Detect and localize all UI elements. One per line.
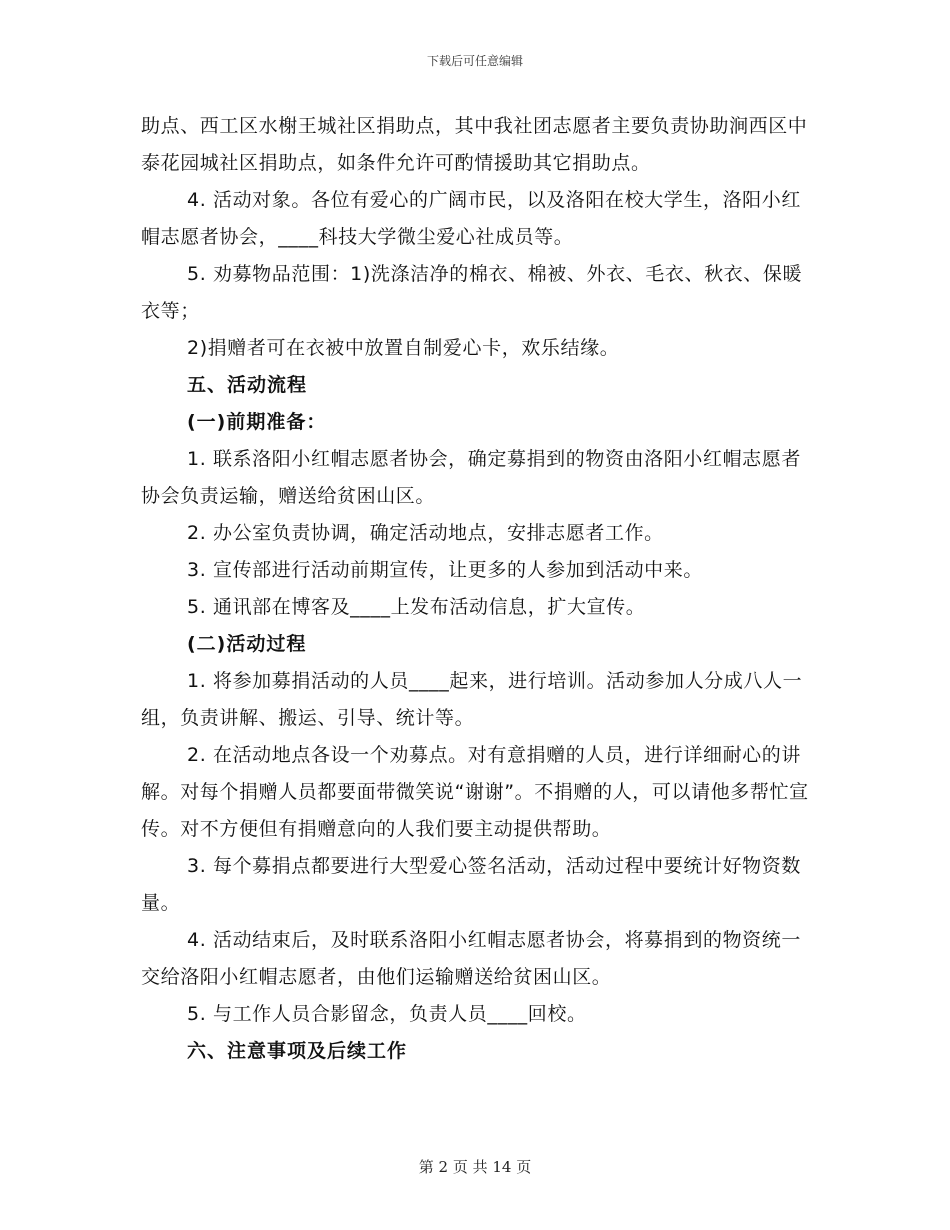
paragraph-activity-5: 5. 与工作人员合影留念，负责人员____回校。 xyxy=(187,1003,587,1025)
paragraph-activity-1: 1. 将参加募捐活动的人员____起来，进行培训。活动参加人分成八人一组，负责讲解、搬运、引导、统计等。 xyxy=(141,670,803,729)
paragraph-prep-2: 2. 办公室负责协调，确定活动地点，安排志愿者工作。 xyxy=(187,522,664,544)
subsection-heading-activity: (二)活动过程 xyxy=(187,633,307,655)
page-footer: 第 2 页 共 14 页 xyxy=(418,1158,532,1176)
page-header: 下载后可任意编辑 xyxy=(426,54,523,68)
paragraph-item-scope: 5. 劝募物品范围：1)洗涤洁净的棉衣、棉被、外衣、毛衣、秋衣、保暖衣等； xyxy=(141,263,803,322)
paragraph-donation-points: 助点、西工区水榭王城社区捐助点，其中我社团志愿者主要负责协助涧西区中泰花园城社区捐助点，如条件允许可酌情援助其它捐助点。 xyxy=(141,115,808,174)
subsection-heading-preparation: (一)前期准备： xyxy=(187,411,327,433)
section-heading-notes: 六、注意事项及后续工作 xyxy=(187,1040,408,1062)
paragraph-prep-3: 3. 宣传部进行活动前期宣传，让更多的人参加到活动中来。 xyxy=(187,559,703,581)
paragraph-love-card: 2)捐赠者可在衣被中放置自制爱心卡，欢乐结缘。 xyxy=(187,337,620,359)
paragraph-activity-4: 4. 活动结束后，及时联系洛阳小红帽志愿者协会，将募捐到的物资统一交给洛阳小红帽志愿者，由他们运输赠送给贫困山区。 xyxy=(141,929,801,988)
section-heading-process: 五、活动流程 xyxy=(187,374,308,396)
paragraph-target-audience: 4. 活动对象。各位有爱心的广阔市民，以及洛阳在校大学生，洛阳小红帽志愿者协会，____科技大学微尘爱心社成员等。 xyxy=(141,189,801,248)
paragraph-activity-3: 3. 每个募捐点都要进行大型爱心签名活动，活动过程中要统计好物资数量。 xyxy=(141,855,801,914)
paragraph-prep-5: 5. 通讯部在博客及____上发布活动信息，扩大宣传。 xyxy=(187,596,646,618)
document-body xyxy=(141,108,811,1070)
paragraph-activity-2: 2. 在活动地点各设一个劝募点。对有意捐赠的人员，进行详细耐心的讲解。对每个捐赠人员都要面带微笑说“谢谢”。不捐赠的人，可以请他多帮忙宣传。对不方便但有捐赠意向的人我们要主动提供帮助。 xyxy=(141,744,809,840)
paragraph-prep-1: 1. 联系洛阳小红帽志愿者协会，确定募捐到的物资由洛阳小红帽志愿者协会负责运输，赠送给贫困山区。 xyxy=(141,448,801,507)
